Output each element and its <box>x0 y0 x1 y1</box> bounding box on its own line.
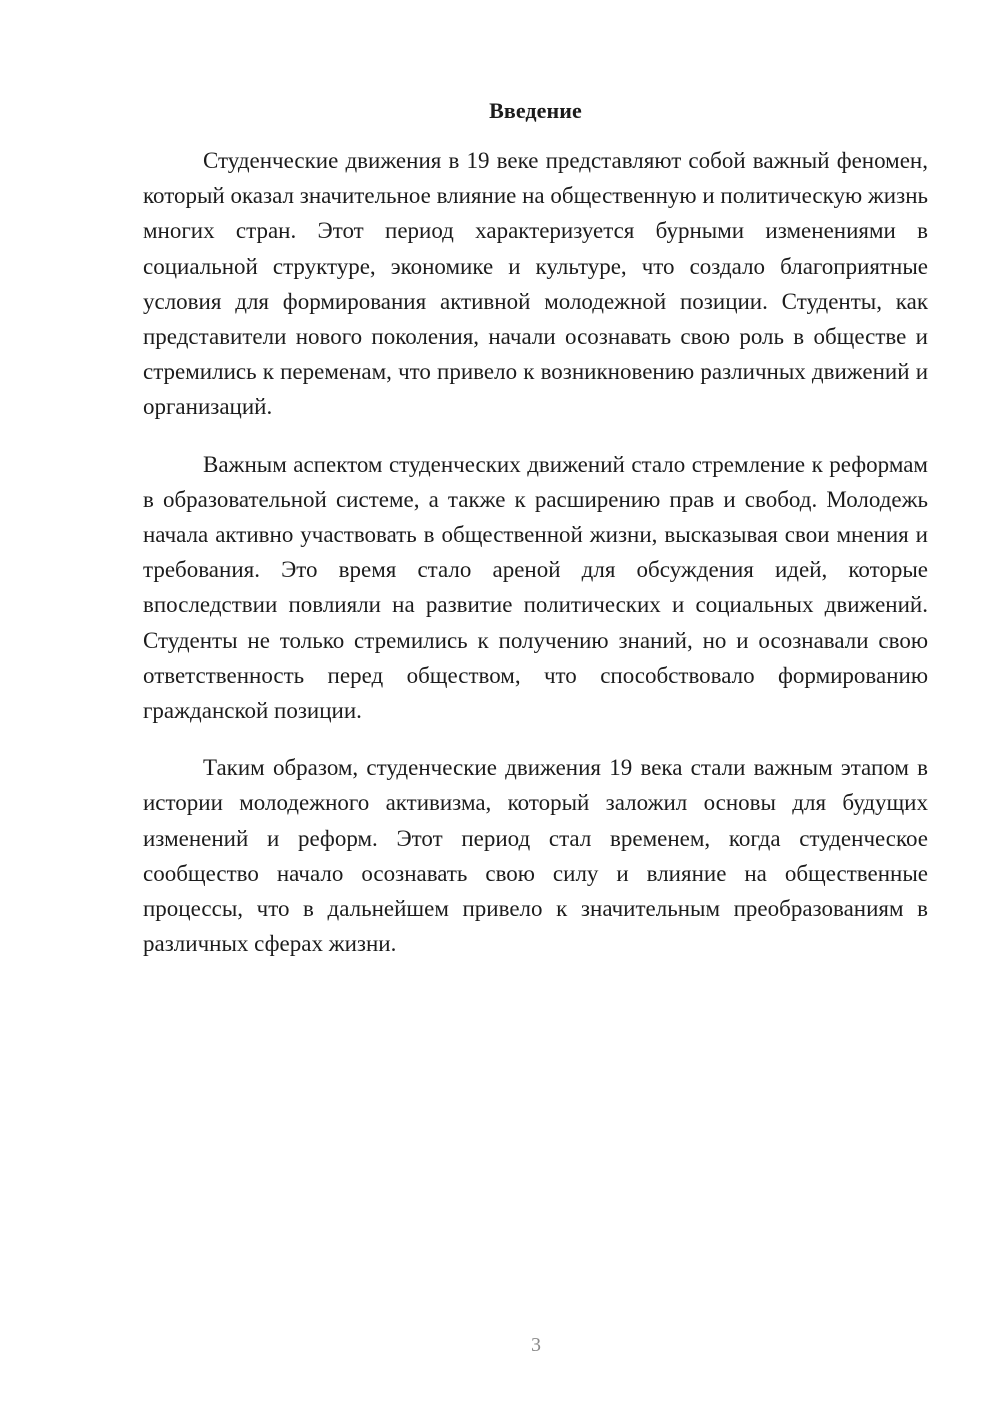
paragraph-1: Студенческие движения в 19 веке представляют собой важный феномен, который оказал значительное влияние на общественную и политическую жизнь многих стран. Этот период характеризуется бурными изменениями в социальной структуре, экономике и культуре, что создало благоприятные условия для формирования активной молодежной позиции. Студенты, как представители нового поколения, начали осознавать свою роль в обществе и стремились к переменам, что привело к возникновению различных движений и организаций. <box>143 148 928 420</box>
page-title: Введение <box>489 98 582 123</box>
page-content <box>143 95 928 983</box>
paragraph-3: Таким образом, студенческие движения 19 века стали важным этапом в истории молодежного активизма, который заложил основы для будущих изменений и реформ. Этот период стал временем, когда студенческое сообщество начало осознавать свою силу и влияние на общественные процессы, что в дальнейшем привело к значительным преобразованиям в различных сферах жизни. <box>143 755 928 957</box>
page-number: 3 <box>531 1334 541 1356</box>
paragraph-2: Важным аспектом студенческих движений стало стремление к реформам в образовательной системе, а также к расширению прав и свобод. Молодежь начала активно участвовать в общественной жизни, высказывая свои мнения и требования. Это время стало ареной для обсуждения идей, которые впоследствии повлияли на развитие политических и социальных движений. Студенты не только стремились к получению знаний, но и осознавали свою ответственность перед обществом, что способствовало формированию гражданской позиции. <box>143 451 928 724</box>
